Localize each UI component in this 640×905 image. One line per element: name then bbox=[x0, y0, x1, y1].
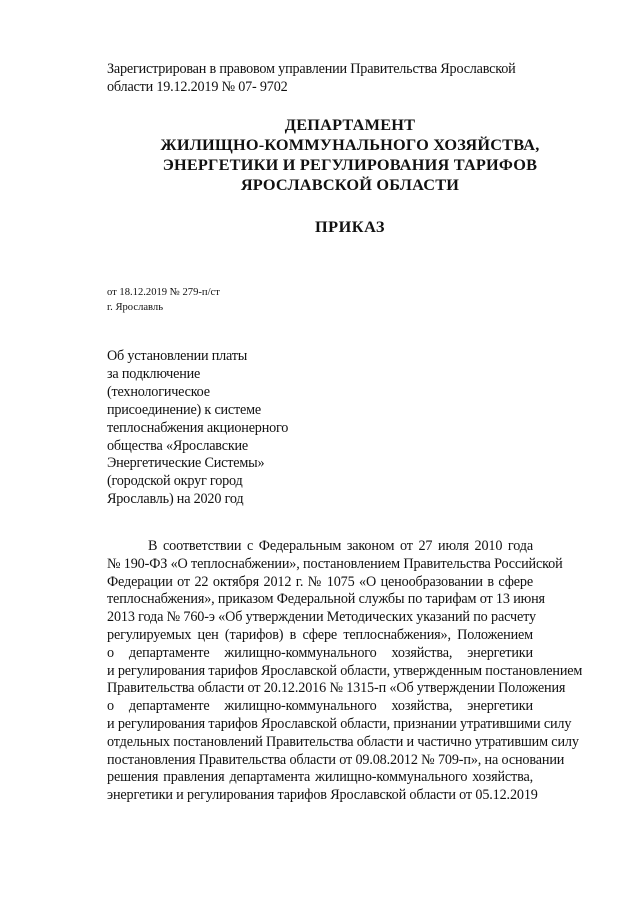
body-line: В соответствии с Федеральным законом от 27 июля 2010 года bbox=[148, 538, 533, 554]
heading-line: ЯРОСЛАВСКОЙ ОБЛАСТИ bbox=[240, 175, 460, 194]
body-line: регулируемых цен (тарифов) в сфере теплоснабжения», Положением bbox=[107, 626, 533, 643]
registration-line: Зарегистрирован в правовом управлении Правительства Ярославской bbox=[107, 61, 516, 77]
subject-line: присоединение) к системе bbox=[107, 401, 262, 418]
subject-line: Ярославль) на 2020 год bbox=[107, 491, 244, 508]
registration-note bbox=[107, 60, 577, 96]
heading-line: ЖИЛИЩНО-КОММУНАЛЬНОГО ХОЗЯЙСТВА, bbox=[160, 135, 540, 154]
body-line: Федерации от 22 октября 2012 г. № 1075 «О ценообразовании в сфере bbox=[107, 573, 533, 590]
order-meta bbox=[107, 285, 220, 315]
body-line: и регулирования тарифов Ярославской области, утвержденным постановлением bbox=[107, 662, 583, 679]
order-date-number: от 18.12.2019 № 279-п/ст bbox=[107, 287, 220, 298]
body-line: № 190-ФЗ «О теплоснабжении», постановлением Правительства Российской bbox=[107, 555, 563, 572]
subject-line: Об установлении платы bbox=[107, 348, 248, 364]
body-line: 2013 года № 760-э «Об утверждении Методических указаний по расчету bbox=[107, 609, 536, 626]
registration-line: области 19.12.2019 № 07- 9702 bbox=[107, 79, 288, 95]
body-line: теплоснабжения», приказом Федеральной службы по тарифам от 13 июня bbox=[107, 591, 545, 608]
order-title: ПРИКАЗ bbox=[314, 217, 386, 236]
heading-line: ДЕПАРТАМЕНТ bbox=[284, 115, 416, 134]
subject-line: Энергетические Системы» bbox=[107, 455, 265, 472]
body-line: постановления Правительства области от 09.08.2012 № 709-п», на основании bbox=[107, 751, 565, 768]
body-line: Правительства области от 20.12.2016 № 1315-п «Об утверждении Положения bbox=[107, 680, 566, 697]
subject-line: (городской округ город bbox=[107, 473, 243, 490]
order-city: г. Ярославль bbox=[107, 302, 164, 313]
department-heading bbox=[100, 115, 600, 195]
body-line: энергетики и регулирования тарифов Ярославской области от 05.12.2019 bbox=[107, 787, 538, 804]
body-line: решения правления департамента жилищно-коммунального хозяйства, bbox=[107, 769, 533, 786]
subject-line: за подключение bbox=[107, 365, 201, 382]
subject-line: общества «Ярославские bbox=[107, 437, 249, 454]
body-line: отдельных постановлений Правительства области и частично утратившим силу bbox=[107, 733, 579, 750]
order-subject bbox=[107, 348, 367, 509]
subject-line: теплоснабжения акционерного bbox=[107, 419, 289, 436]
body-line: о департаменте жилищно-коммунального хозяйства, энергетики bbox=[107, 644, 533, 661]
body-line: и регулирования тарифов Ярославской области, признании утратившими силу bbox=[107, 715, 572, 732]
body-line: о департаменте жилищно-коммунального хозяйства, энергетики bbox=[107, 698, 533, 715]
body-paragraph bbox=[107, 538, 583, 805]
heading-line: ЭНЕРГЕТИКИ И РЕГУЛИРОВАНИЯ ТАРИФОВ bbox=[162, 155, 538, 174]
subject-line: (технологическое bbox=[107, 383, 210, 400]
